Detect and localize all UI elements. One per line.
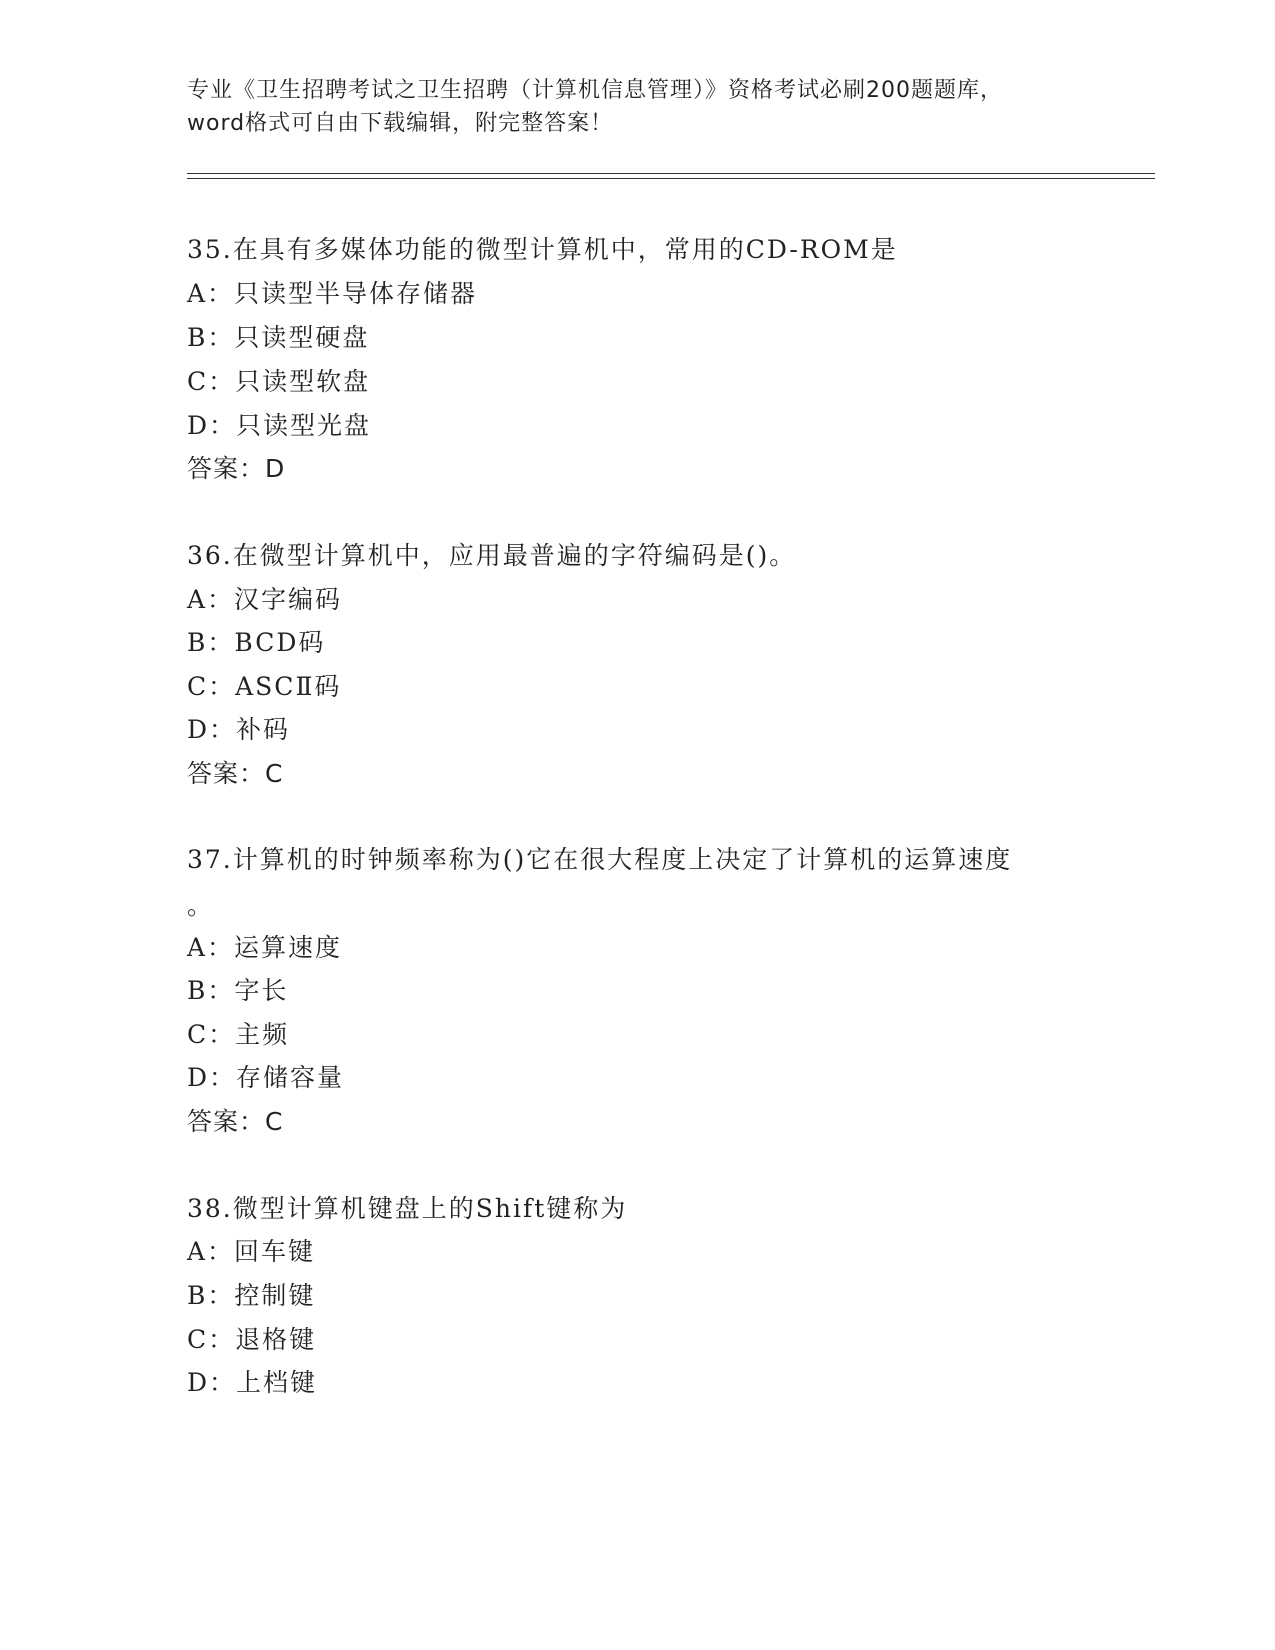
question-title: 36.在微型计算机中，应用最普遍的字符编码是()。: [187, 541, 797, 570]
option-c: C：主频: [187, 1020, 290, 1049]
question-title: 35.在具有多媒体功能的微型计算机中，常用的CD-ROM是: [187, 235, 898, 264]
option-d: D：上档键: [187, 1368, 318, 1397]
option-b: B：BCD码: [187, 628, 326, 657]
option-b: B：字长: [187, 976, 289, 1005]
answer: 答案：C: [187, 1107, 284, 1136]
header-line-2: word格式可自由下载编辑，附完整答案！: [187, 111, 614, 136]
option-c: C：只读型软盘: [187, 367, 371, 396]
option-b: B：控制键: [187, 1281, 316, 1310]
answer: 答案：C: [187, 759, 284, 788]
option-d: D：补码: [187, 715, 291, 744]
header-divider-top: [187, 173, 1155, 174]
answer: 答案：D: [187, 454, 286, 483]
option-c: C：退格键: [187, 1325, 317, 1354]
option-d: D：只读型光盘: [187, 411, 372, 440]
option-d: D：存储容量: [187, 1063, 345, 1092]
option-c: C：ASCⅡ码: [187, 672, 342, 701]
question-title: 37.计算机的时钟频率称为()它在很大程度上决定了计算机的运算速度: [187, 845, 1013, 874]
header-line-1: 专业《卫生招聘考试之卫生招聘（计算机信息管理）》资格考试必刷200题题库，: [187, 78, 1003, 103]
document-header: [187, 74, 1087, 140]
question-title: 38.微型计算机键盘上的Shift键称为: [187, 1194, 628, 1223]
option-b: B：只读型硬盘: [187, 323, 370, 352]
header-divider-bottom: [187, 178, 1155, 179]
option-a: A：只读型半导体存储器: [187, 279, 478, 308]
option-a: A：汉字编码: [187, 585, 343, 614]
option-a: A：运算速度: [187, 933, 343, 962]
option-a: A：回车键: [187, 1237, 316, 1266]
question-title-continuation: 。: [187, 891, 213, 920]
